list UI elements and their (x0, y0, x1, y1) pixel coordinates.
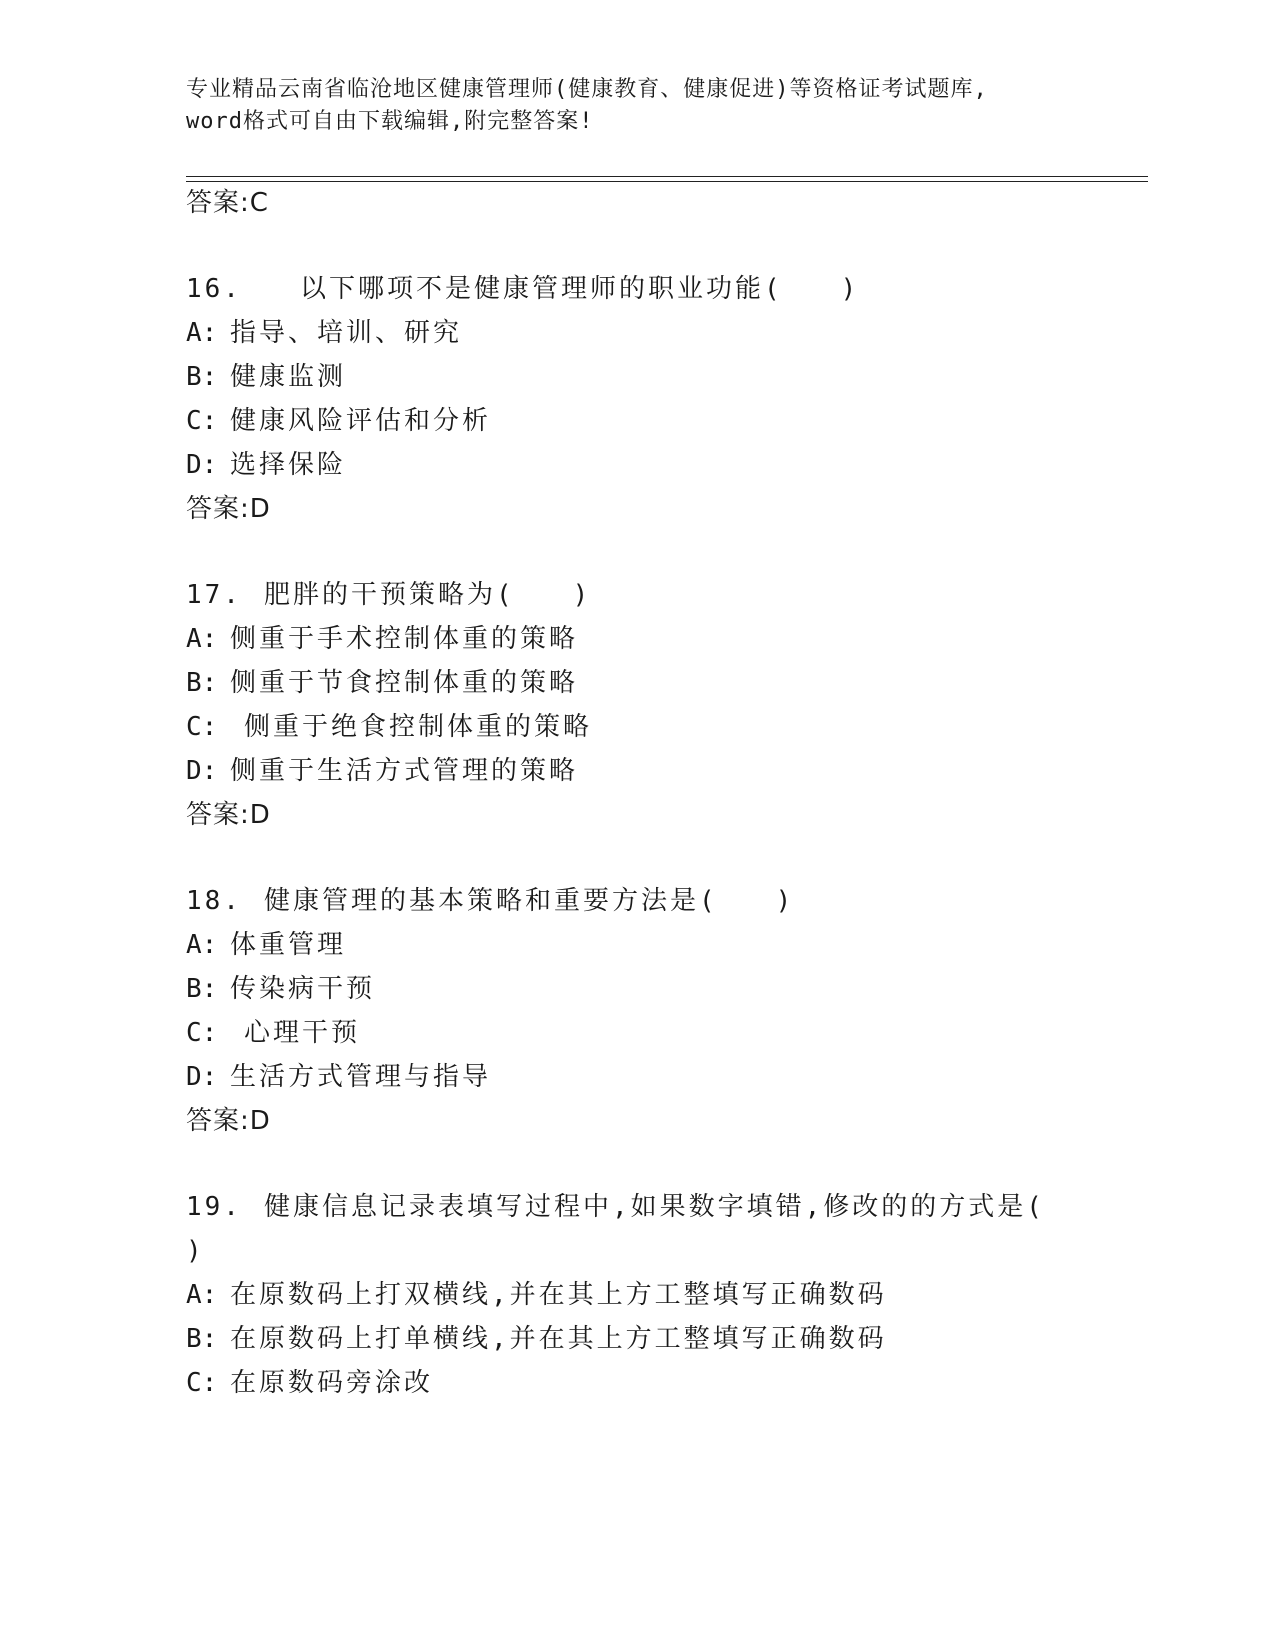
answer-value: C (249, 188, 269, 218)
option-d (186, 754, 578, 788)
option-label: B: (186, 974, 218, 1004)
question-stem (186, 1190, 1045, 1224)
question-text: 以下哪项不是健康管理师的职业功能( ) (299, 274, 860, 304)
option-b (186, 360, 346, 394)
option-text: 侧重于节食控制体重的策略 (230, 668, 579, 698)
option-a (186, 928, 346, 962)
answer-value: D (249, 1106, 271, 1136)
option-c (186, 404, 491, 438)
answer-line (186, 492, 271, 526)
option-label: A: (186, 624, 218, 654)
option-text: 侧重于绝食控制体重的策略 (244, 712, 593, 742)
option-label: D: (186, 450, 218, 480)
option-label: D: (186, 756, 218, 786)
header-line-2: word格式可自由下载编辑,附完整答案! (186, 109, 594, 134)
answer-label: 答案: (186, 494, 250, 524)
option-b (186, 1322, 887, 1356)
option-label: B: (186, 668, 218, 698)
question-stem (186, 272, 859, 306)
answer-label: 答案: (186, 1106, 250, 1136)
header-line-1: 专业精品云南省临沧地区健康管理师(健康教育、健康促进)等资格证考试题库, (186, 77, 988, 102)
document-header (186, 74, 1086, 138)
option-label: C: (186, 712, 218, 742)
option-text: 健康监测 (230, 362, 347, 392)
option-c (186, 1016, 360, 1050)
option-a (186, 1278, 887, 1312)
option-d (186, 1060, 491, 1094)
question-stem-continuation (186, 1234, 205, 1268)
option-label: C: (186, 1018, 218, 1048)
option-label: C: (186, 406, 218, 436)
option-text: 心理干预 (244, 1018, 361, 1048)
question-stem (186, 578, 591, 612)
option-label: A: (186, 1280, 218, 1310)
question-number: 19. (186, 1192, 242, 1222)
option-c (186, 710, 592, 744)
option-label: A: (186, 930, 218, 960)
option-label: C: (186, 1368, 218, 1398)
answer-value: D (249, 494, 271, 524)
option-text: 健康风险评估和分析 (230, 406, 492, 436)
answer-line (186, 186, 269, 220)
question-stem (186, 884, 794, 918)
option-text: 侧重于生活方式管理的策略 (230, 756, 579, 786)
option-a (186, 622, 578, 656)
option-c (186, 1366, 433, 1400)
question-text-continued: ) (186, 1236, 205, 1266)
option-label: D: (186, 1062, 218, 1092)
option-label: B: (186, 362, 218, 392)
option-d (186, 448, 346, 482)
answer-line (186, 1104, 271, 1138)
header-divider-top (186, 176, 1148, 177)
option-text: 侧重于手术控制体重的策略 (230, 624, 579, 654)
answer-value: D (249, 800, 271, 830)
option-b (186, 972, 375, 1006)
option-text: 传染病干预 (230, 974, 376, 1004)
option-text: 在原数码上打单横线,并在其上方工整填写正确数码 (230, 1324, 887, 1354)
answer-label: 答案: (186, 188, 250, 218)
question-text: 健康管理的基本策略和重要方法是( ) (263, 886, 795, 916)
option-text: 在原数码上打双横线,并在其上方工整填写正确数码 (230, 1280, 887, 1310)
option-text: 生活方式管理与指导 (230, 1062, 492, 1092)
option-text: 选择保险 (230, 450, 347, 480)
answer-line (186, 798, 271, 832)
question-number: 18. (186, 886, 242, 916)
question-number: 17. (186, 580, 242, 610)
question-text: 健康信息记录表填写过程中,如果数字填错,修改的的方式是( (263, 1192, 1045, 1222)
option-a (186, 316, 462, 350)
answer-label: 答案: (186, 800, 250, 830)
option-text: 体重管理 (230, 930, 347, 960)
option-text: 在原数码旁涂改 (230, 1368, 434, 1398)
option-b (186, 666, 578, 700)
header-divider-bottom (186, 181, 1148, 182)
option-label: B: (186, 1324, 218, 1354)
question-text: 肥胖的干预策略为( ) (263, 580, 592, 610)
option-label: A: (186, 318, 218, 348)
question-number: 16. (186, 274, 242, 304)
option-text: 指导、培训、研究 (230, 318, 463, 348)
